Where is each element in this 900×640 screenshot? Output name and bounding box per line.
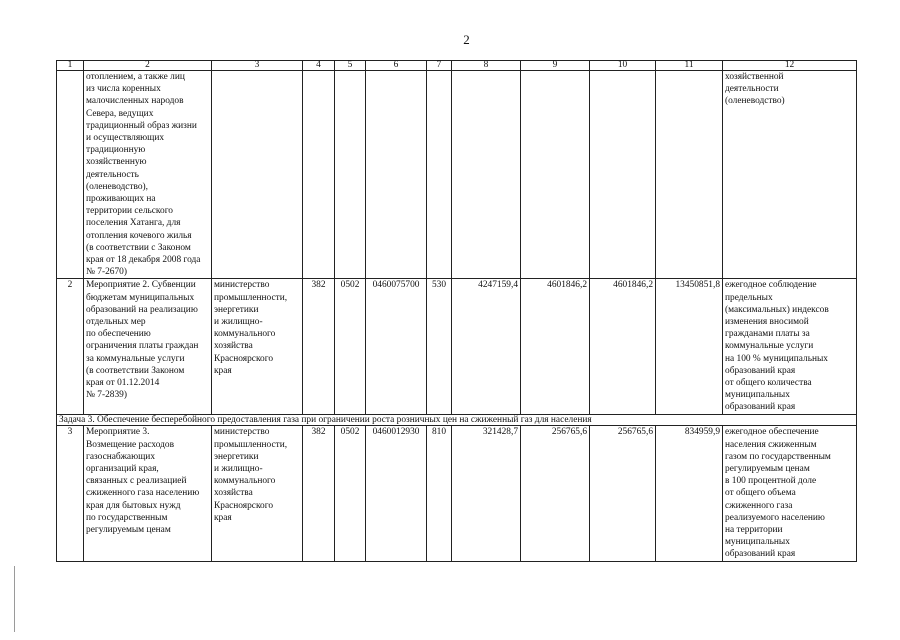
header-cell: 1 xyxy=(57,61,84,71)
event-description: Мероприятие 3. Возмещение расходов газоснабжающих организаций края, связанных с реализацией сжиженного газа населению края для бытовых нужд по государственным регулируемым ценам xyxy=(84,426,212,561)
page-number: 2 xyxy=(463,32,470,47)
expense-type-code: 530 xyxy=(427,279,452,415)
amount-year-1: 321428,7 xyxy=(452,426,521,561)
expected-result: хозяйственной деятельности (оленеводство) xyxy=(723,71,857,279)
column-number-row xyxy=(57,61,857,71)
amount-year-1: 4247159,4 xyxy=(452,279,521,415)
amount-year-3: 256765,6 xyxy=(590,426,656,561)
amount-year-3: 4601846,2 xyxy=(590,279,656,415)
row-number: 2 xyxy=(57,279,84,415)
header-cell: 4 xyxy=(303,61,335,71)
section-code: 0502 xyxy=(335,279,366,415)
section-code xyxy=(335,71,366,279)
grbs-code: 382 xyxy=(303,279,335,415)
amount-year-3 xyxy=(590,71,656,279)
header-cell: 6 xyxy=(366,61,427,71)
amount-year-2: 4601846,2 xyxy=(521,279,590,415)
program-table xyxy=(56,60,857,562)
target-article-code: 0460012930 xyxy=(366,426,427,561)
target-article-code xyxy=(366,71,427,279)
row-number xyxy=(57,71,84,279)
amount-total: 834959,9 xyxy=(656,426,723,561)
event-description: Мероприятие 2. Субвенции бюджетам муниципальных образований на реализацию отдельных мер по обеспечению ограничения платы граждан за коммунальные услуги (в соответствии Законом края от 01.12.2014 № 7-2839) xyxy=(84,279,212,415)
amount-year-1 xyxy=(452,71,521,279)
header-cell: 10 xyxy=(590,61,656,71)
header-cell: 9 xyxy=(521,61,590,71)
scan-edge-line xyxy=(14,566,15,632)
executor: министерство промышленности, энергетики и жилищно- коммунального хозяйства Красноярского края xyxy=(212,279,303,415)
grbs-code xyxy=(303,71,335,279)
amount-year-2: 256765,6 xyxy=(521,426,590,561)
amount-total: 13450851,8 xyxy=(656,279,723,415)
table-row xyxy=(57,279,857,415)
executor xyxy=(212,71,303,279)
header-cell: 3 xyxy=(212,61,303,71)
section-code: 0502 xyxy=(335,426,366,561)
amount-year-2 xyxy=(521,71,590,279)
table-row xyxy=(57,426,857,561)
header-cell: 12 xyxy=(723,61,857,71)
target-article-code: 0460075700 xyxy=(366,279,427,415)
expected-result: ежегодное соблюдение предельных (максимальных) индексов изменения вносимой гражданами платы за коммунальные услуги на 100 % муниципальных образований края от общего количества муниципальных образований края xyxy=(723,279,857,415)
event-description: отоплением, а также лиц из числа коренных малочисленных народов Севера, ведущих традиционный образ жизни и осуществляющих традиционную хозяйственную деятельность (оленеводство), проживающих на территории сельского поселения Хатанга, для отопления кочевого жилья (в соответствии с Законом края от 18 декабря 2008 года № 7-2670) xyxy=(84,71,212,279)
amount-total xyxy=(656,71,723,279)
task-title: Задача 3. Обеспечение бесперебойного предоставления газа при ограничении роста розничных цен на сжиженный газ для населения xyxy=(57,415,857,426)
header-cell: 7 xyxy=(427,61,452,71)
expense-type-code: 810 xyxy=(427,426,452,561)
header-cell: 8 xyxy=(452,61,521,71)
header-cell: 11 xyxy=(656,61,723,71)
row-number: 3 xyxy=(57,426,84,561)
header-cell: 2 xyxy=(84,61,212,71)
grbs-code: 382 xyxy=(303,426,335,561)
table-row xyxy=(57,71,857,279)
header-cell: 5 xyxy=(335,61,366,71)
expense-type-code xyxy=(427,71,452,279)
executor: министерство промышленности, энергетики и жилищно- коммунального хозяйства Красноярского края xyxy=(212,426,303,561)
task-heading-row xyxy=(57,415,857,426)
expected-result: ежегодное обеспечение населения сжиженным газом по государственным регулируемым ценам в 100 процентной доле от общего объема сжиженного газа реализуемого населению на территории муниципальных образований края xyxy=(723,426,857,561)
